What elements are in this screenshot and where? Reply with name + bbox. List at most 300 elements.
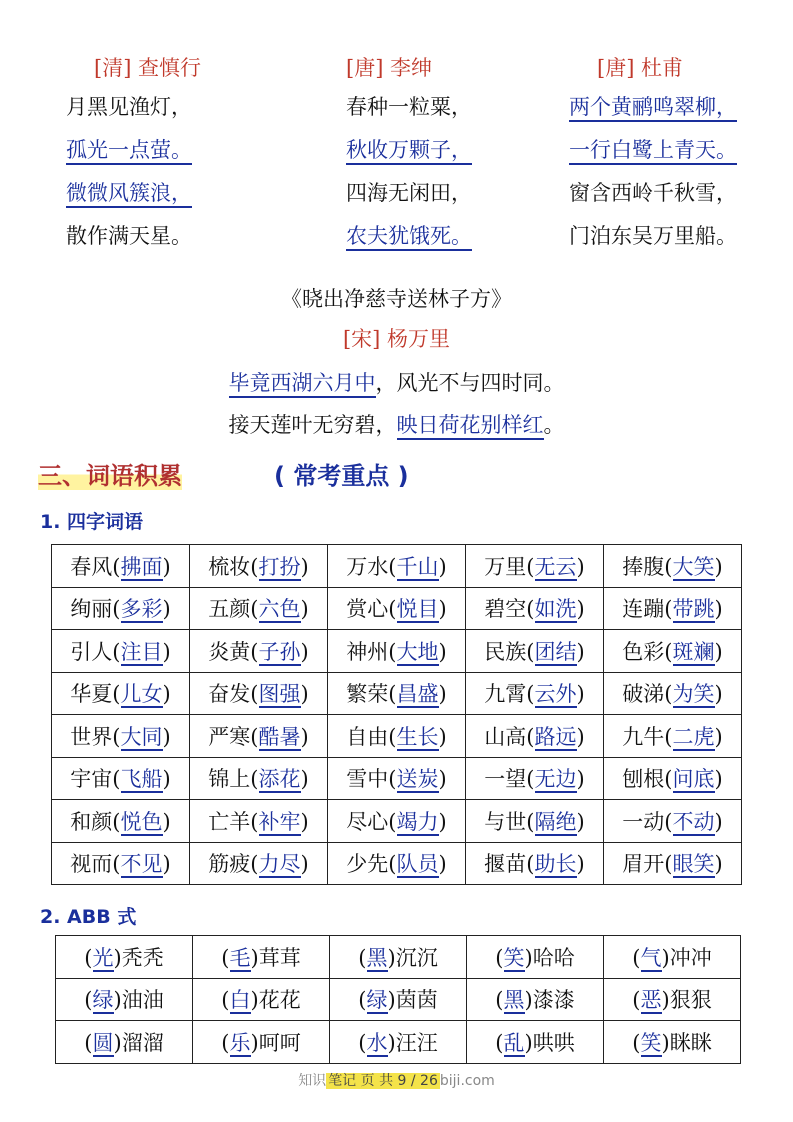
poem-line xyxy=(66,86,306,129)
paren-close: ) xyxy=(162,809,171,834)
paren-close: ) xyxy=(438,554,447,579)
paren-open: ( xyxy=(112,852,121,877)
paren-close: ) xyxy=(661,1030,670,1055)
word-cell xyxy=(604,630,742,673)
abb-cell xyxy=(604,978,741,1021)
abb-cell xyxy=(193,1021,330,1064)
poem-line-highlight: 两个黄鹂鸣翠柳， xyxy=(569,95,737,122)
paren-open: ( xyxy=(495,1030,504,1055)
paren-close: ) xyxy=(438,597,447,622)
word-cell xyxy=(190,672,328,715)
word-cell xyxy=(190,800,328,843)
word-suffix: 哈哈 xyxy=(532,945,575,970)
word-answer: 恶 xyxy=(640,988,662,1013)
word-prefix: 春风 xyxy=(70,554,113,579)
word-answer: 千山 xyxy=(396,554,439,579)
word-answer: 带跳 xyxy=(672,597,715,622)
word-answer: 黑 xyxy=(366,945,388,970)
footer-watermark xyxy=(0,1070,793,1090)
word-answer: 补牢 xyxy=(258,809,301,834)
word-prefix: 少先 xyxy=(346,852,389,877)
paren-open: ( xyxy=(250,809,259,834)
word-cell xyxy=(52,587,190,630)
abb-cell xyxy=(467,978,604,1021)
word-cell xyxy=(604,757,742,800)
paren-close: ) xyxy=(714,767,723,792)
word-prefix: 宇宙 xyxy=(70,767,113,792)
paren-open: ( xyxy=(664,597,673,622)
word-answer: 添花 xyxy=(258,767,301,792)
word-cell xyxy=(466,842,604,885)
paren-open: ( xyxy=(250,767,259,792)
abb-cell xyxy=(467,1021,604,1064)
word-prefix: 赏心 xyxy=(346,597,389,622)
word-prefix: 民族 xyxy=(484,639,527,664)
poem-line xyxy=(346,215,586,258)
four-char-table xyxy=(51,544,742,885)
word-cell xyxy=(190,757,328,800)
paren-open: ( xyxy=(250,639,259,664)
paren-open: ( xyxy=(526,597,535,622)
word-answer: 酷暑 xyxy=(258,724,301,749)
paren-open: ( xyxy=(526,639,535,664)
abb-cell xyxy=(193,936,330,979)
word-suffix: 茸茸 xyxy=(258,945,301,970)
word-answer: 儿女 xyxy=(120,682,163,707)
word-answer: 大地 xyxy=(396,639,439,664)
paren-open: ( xyxy=(526,682,535,707)
word-answer: 无边 xyxy=(534,767,577,792)
paren-close: ) xyxy=(714,724,723,749)
paren-close: ) xyxy=(524,945,533,970)
word-cell xyxy=(604,842,742,885)
word-answer: 眼笑 xyxy=(672,852,715,877)
word-answer: 笑 xyxy=(503,945,525,970)
table-row xyxy=(52,800,742,843)
word-cell xyxy=(466,800,604,843)
word-answer: 笑 xyxy=(640,1030,662,1055)
word-answer: 生长 xyxy=(396,724,439,749)
word-answer: 悦目 xyxy=(396,597,439,622)
word-cell xyxy=(328,672,466,715)
word-prefix: 连蹦 xyxy=(622,597,665,622)
word-prefix: 色彩 xyxy=(622,639,665,664)
paren-open: ( xyxy=(250,597,259,622)
paren-open: ( xyxy=(358,988,367,1013)
word-cell xyxy=(466,672,604,715)
poem4-author: [宋] 杨万里 xyxy=(342,327,451,351)
word-prefix: 雪中 xyxy=(346,767,389,792)
word-prefix: 尽心 xyxy=(346,809,389,834)
word-suffix: 沉沉 xyxy=(395,945,438,970)
word-cell xyxy=(52,715,190,758)
paren-open: ( xyxy=(112,767,121,792)
word-prefix: 一望 xyxy=(484,767,527,792)
paren-open: ( xyxy=(495,945,504,970)
abb-cell xyxy=(604,936,741,979)
word-answer: 水 xyxy=(366,1030,388,1055)
paren-open: ( xyxy=(526,554,535,579)
poem4-line-1 xyxy=(0,364,793,402)
word-answer: 大同 xyxy=(120,724,163,749)
paren-close: ) xyxy=(387,1030,396,1055)
poem-line-highlight: 微微风簇浪， xyxy=(66,181,192,208)
poem-line-text: 春种一粒粟， xyxy=(346,95,472,119)
poem-line xyxy=(346,129,586,172)
poem4-line-2-start: 接天莲叶无穷碧， xyxy=(228,413,397,437)
word-suffix: 眯眯 xyxy=(669,1030,712,1055)
paren-open: ( xyxy=(112,809,121,834)
word-answer: 团结 xyxy=(534,639,577,664)
paren-open: ( xyxy=(388,554,397,579)
paren-close: ) xyxy=(438,639,447,664)
paren-close: ) xyxy=(661,988,670,1013)
paren-open: ( xyxy=(664,852,673,877)
poem-2 xyxy=(346,50,586,258)
paren-open: ( xyxy=(495,988,504,1013)
paren-open: ( xyxy=(221,945,230,970)
word-answer: 悦色 xyxy=(120,809,163,834)
poem-author: [唐] 杜甫 xyxy=(597,56,684,80)
word-answer: 多彩 xyxy=(120,597,163,622)
word-answer: 队员 xyxy=(396,852,439,877)
word-prefix: 亡羊 xyxy=(208,809,251,834)
paren-open: ( xyxy=(388,852,397,877)
word-answer: 拂面 xyxy=(120,554,163,579)
paren-close: ) xyxy=(524,1030,533,1055)
section-3-heading xyxy=(38,456,409,491)
word-answer: 路远 xyxy=(534,724,577,749)
footer-mark: 笔记 页 共 9 / 26 xyxy=(328,1073,438,1089)
word-cell xyxy=(190,545,328,588)
paren-close: ) xyxy=(714,852,723,877)
poem-line-text: 散作满天星。 xyxy=(66,224,192,248)
word-cell xyxy=(328,800,466,843)
paren-open: ( xyxy=(526,767,535,792)
word-answer: 不动 xyxy=(672,809,715,834)
paren-close: ) xyxy=(300,639,309,664)
paren-open: ( xyxy=(632,945,641,970)
paren-close: ) xyxy=(300,852,309,877)
poem-line-text: 门泊东吴万里船。 xyxy=(569,224,737,248)
paren-close: ) xyxy=(113,945,122,970)
paren-close: ) xyxy=(438,767,447,792)
word-cell xyxy=(190,587,328,630)
word-prefix: 和颜 xyxy=(70,809,113,834)
paren-open: ( xyxy=(664,554,673,579)
word-answer: 飞船 xyxy=(120,767,163,792)
table-row xyxy=(52,715,742,758)
table-row xyxy=(52,630,742,673)
paren-open: ( xyxy=(664,639,673,664)
word-prefix: 梳妆 xyxy=(208,554,251,579)
word-prefix: 五颜 xyxy=(208,597,251,622)
word-answer: 乱 xyxy=(503,1030,525,1055)
table-row xyxy=(56,978,741,1021)
word-answer: 乐 xyxy=(229,1030,251,1055)
word-answer: 绿 xyxy=(366,988,388,1013)
poem-line-highlight: 秋收万颗子， xyxy=(346,138,472,165)
paren-close: ) xyxy=(438,809,447,834)
word-cell xyxy=(466,630,604,673)
table-row xyxy=(52,587,742,630)
paren-open: ( xyxy=(112,682,121,707)
paren-open: ( xyxy=(84,988,93,1013)
table-row xyxy=(56,936,741,979)
poem-line xyxy=(569,86,793,129)
word-prefix: 九牛 xyxy=(622,724,665,749)
word-prefix: 破涕 xyxy=(622,682,665,707)
word-answer: 竭力 xyxy=(396,809,439,834)
word-suffix: 呵呵 xyxy=(258,1030,301,1055)
footer-right: biji.com xyxy=(439,1073,495,1089)
word-answer: 力尽 xyxy=(258,852,301,877)
word-cell xyxy=(328,587,466,630)
paren-close: ) xyxy=(576,682,585,707)
paren-open: ( xyxy=(112,639,121,664)
word-cell xyxy=(52,800,190,843)
paren-close: ) xyxy=(162,554,171,579)
paren-open: ( xyxy=(664,767,673,792)
word-cell xyxy=(328,842,466,885)
word-prefix: 万水 xyxy=(346,554,389,579)
poem4-line-2-end: 。 xyxy=(543,413,565,437)
paren-close: ) xyxy=(576,767,585,792)
word-prefix: 与世 xyxy=(484,809,527,834)
word-cell xyxy=(52,545,190,588)
abb-cell xyxy=(330,978,467,1021)
paren-close: ) xyxy=(162,639,171,664)
abb-cell xyxy=(56,936,193,979)
poem4-line-2 xyxy=(0,406,793,444)
paren-open: ( xyxy=(388,639,397,664)
word-prefix: 捧腹 xyxy=(622,554,665,579)
word-prefix: 一动 xyxy=(622,809,665,834)
word-cell xyxy=(466,757,604,800)
word-cell xyxy=(328,545,466,588)
paren-close: ) xyxy=(162,852,171,877)
abb-cell xyxy=(193,978,330,1021)
word-suffix: 油油 xyxy=(121,988,164,1013)
poem-line xyxy=(66,215,306,258)
word-prefix: 锦上 xyxy=(208,767,251,792)
paren-close: ) xyxy=(387,945,396,970)
paren-close: ) xyxy=(576,639,585,664)
word-prefix: 刨根 xyxy=(622,767,665,792)
word-suffix: 花花 xyxy=(258,988,301,1013)
word-answer: 助长 xyxy=(534,852,577,877)
word-cell xyxy=(190,842,328,885)
poem-line xyxy=(66,172,306,215)
poem4-line-2-highlight: 映日荷花别样红 xyxy=(397,413,544,440)
word-cell xyxy=(52,842,190,885)
poem-line xyxy=(346,86,586,129)
paren-open: ( xyxy=(84,945,93,970)
word-cell xyxy=(190,715,328,758)
paren-close: ) xyxy=(576,809,585,834)
poem-line xyxy=(346,172,586,215)
word-prefix: 绚丽 xyxy=(70,597,113,622)
word-answer: 圆 xyxy=(92,1030,114,1055)
word-prefix: 揠苗 xyxy=(484,852,527,877)
word-prefix: 华夏 xyxy=(70,682,113,707)
paren-close: ) xyxy=(524,988,533,1013)
poem-line-text: 窗含西岭千秋雪， xyxy=(569,181,737,205)
paren-open: ( xyxy=(664,724,673,749)
section-3-note: ( 常考重点 ) xyxy=(274,462,409,490)
table-row xyxy=(52,842,742,885)
word-prefix: 九霄 xyxy=(484,682,527,707)
paren-open: ( xyxy=(388,724,397,749)
paren-close: ) xyxy=(576,852,585,877)
word-prefix: 世界 xyxy=(70,724,113,749)
word-answer: 斑斓 xyxy=(672,639,715,664)
table-row xyxy=(52,757,742,800)
poem-author: [清] 查慎行 xyxy=(94,56,202,80)
poem4-line-1-rest: ，风光不与四时同。 xyxy=(375,371,565,395)
word-answer: 黑 xyxy=(503,988,525,1013)
paren-close: ) xyxy=(300,809,309,834)
word-answer: 六色 xyxy=(258,597,301,622)
paren-open: ( xyxy=(250,852,259,877)
poem-author: [唐] 李绅 xyxy=(346,56,433,80)
abb-cell xyxy=(330,1021,467,1064)
poem4-title: 《晓出净慈寺送林子方》 xyxy=(281,287,512,311)
poem-1 xyxy=(66,50,306,258)
word-prefix: 万里 xyxy=(484,554,527,579)
word-prefix: 自由 xyxy=(346,724,389,749)
paren-close: ) xyxy=(438,852,447,877)
word-prefix: 引人 xyxy=(70,639,113,664)
word-suffix: 汪汪 xyxy=(395,1030,438,1055)
paren-close: ) xyxy=(714,682,723,707)
word-answer: 送炭 xyxy=(396,767,439,792)
word-suffix: 哄哄 xyxy=(532,1030,575,1055)
word-answer: 为笑 xyxy=(672,682,715,707)
paren-close: ) xyxy=(576,597,585,622)
paren-open: ( xyxy=(112,597,121,622)
abb-cell xyxy=(604,1021,741,1064)
word-suffix: 溜溜 xyxy=(121,1030,164,1055)
word-prefix: 严寒 xyxy=(208,724,251,749)
paren-close: ) xyxy=(300,554,309,579)
paren-open: ( xyxy=(632,1030,641,1055)
poem-line-text: 四海无闲田， xyxy=(346,181,472,205)
paren-close: ) xyxy=(162,682,171,707)
word-answer: 毛 xyxy=(229,945,251,970)
word-cell xyxy=(604,800,742,843)
paren-close: ) xyxy=(576,724,585,749)
paren-close: ) xyxy=(576,554,585,579)
word-answer: 子孙 xyxy=(258,639,301,664)
word-cell xyxy=(466,545,604,588)
paren-open: ( xyxy=(526,809,535,834)
word-cell xyxy=(604,545,742,588)
subheading-four-char: 1. 四字词语 xyxy=(40,511,144,533)
paren-open: ( xyxy=(526,852,535,877)
paren-close: ) xyxy=(113,1030,122,1055)
word-answer: 无云 xyxy=(534,554,577,579)
poem-line xyxy=(569,215,793,258)
paren-open: ( xyxy=(388,767,397,792)
word-answer: 昌盛 xyxy=(396,682,439,707)
word-answer: 大笑 xyxy=(672,554,715,579)
paren-close: ) xyxy=(162,767,171,792)
word-cell xyxy=(604,715,742,758)
paren-close: ) xyxy=(438,724,447,749)
word-prefix: 繁荣 xyxy=(346,682,389,707)
paren-open: ( xyxy=(358,945,367,970)
word-answer: 不见 xyxy=(120,852,163,877)
paren-open: ( xyxy=(632,988,641,1013)
word-cell xyxy=(190,630,328,673)
paren-open: ( xyxy=(112,554,121,579)
word-answer: 绿 xyxy=(92,988,114,1013)
word-answer: 如洗 xyxy=(534,597,577,622)
poem-line-highlight: 一行白鹭上青天。 xyxy=(569,138,737,165)
word-prefix: 神州 xyxy=(346,639,389,664)
abb-table xyxy=(55,935,741,1064)
paren-close: ) xyxy=(162,724,171,749)
subheading-abb: 2. ABB 式 xyxy=(40,906,137,928)
table-row xyxy=(52,672,742,715)
word-answer: 气 xyxy=(640,945,662,970)
paren-close: ) xyxy=(250,988,259,1013)
word-cell xyxy=(466,715,604,758)
word-answer: 光 xyxy=(92,945,114,970)
table-row xyxy=(52,545,742,588)
paren-open: ( xyxy=(388,809,397,834)
word-suffix: 秃秃 xyxy=(121,945,164,970)
paren-close: ) xyxy=(250,1030,259,1055)
word-prefix: 山高 xyxy=(484,724,527,749)
word-cell xyxy=(52,630,190,673)
paren-open: ( xyxy=(388,682,397,707)
paren-close: ) xyxy=(162,597,171,622)
word-suffix: 漆漆 xyxy=(532,988,575,1013)
word-answer: 问底 xyxy=(672,767,715,792)
word-prefix: 视而 xyxy=(70,852,113,877)
word-cell xyxy=(328,715,466,758)
paren-close: ) xyxy=(300,724,309,749)
paren-open: ( xyxy=(250,682,259,707)
footer-left: 知识 xyxy=(298,1073,327,1089)
paren-open: ( xyxy=(388,597,397,622)
word-cell xyxy=(604,587,742,630)
paren-close: ) xyxy=(438,682,447,707)
word-answer: 二虎 xyxy=(672,724,715,749)
paren-open: ( xyxy=(250,554,259,579)
paren-open: ( xyxy=(112,724,121,749)
word-prefix: 碧空 xyxy=(484,597,527,622)
word-cell xyxy=(52,672,190,715)
paren-open: ( xyxy=(664,682,673,707)
poem-line xyxy=(569,172,793,215)
table-row xyxy=(56,1021,741,1064)
paren-close: ) xyxy=(250,945,259,970)
word-cell xyxy=(328,630,466,673)
paren-open: ( xyxy=(664,809,673,834)
section-3-title: 三、词语积累 xyxy=(38,462,182,490)
poem-3 xyxy=(569,50,793,258)
poem4-line-1-highlight: 毕竟西湖六月中 xyxy=(229,371,376,398)
paren-close: ) xyxy=(661,945,670,970)
paren-close: ) xyxy=(714,597,723,622)
paren-open: ( xyxy=(358,1030,367,1055)
word-answer: 图强 xyxy=(258,682,301,707)
poem-line-highlight: 农夫犹饿死。 xyxy=(346,224,472,251)
paren-open: ( xyxy=(221,1030,230,1055)
